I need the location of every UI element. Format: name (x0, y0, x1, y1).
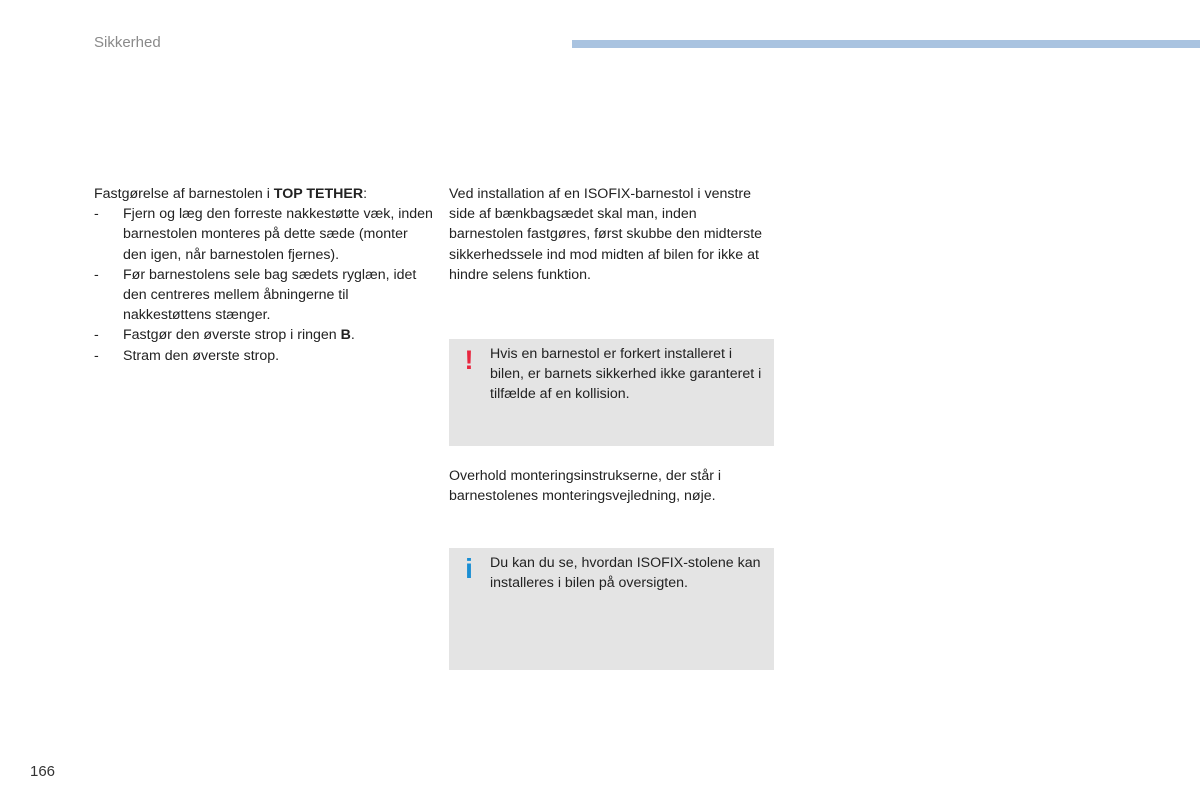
step-text: Før barnestolens sele bag sædets ryglæn, idet den centreres mellem åbningerne til nakkestøttens stænger. (123, 266, 417, 324)
list-item (94, 346, 434, 366)
isofix-paragraph: Ved installation af en ISOFIX-barnestol i venstre side af bænkbagsædet skal man, inden barnestolen fastgøres, først skubbe den midterste sikkerhedssele ind mod midten af bilen for ikke at hindre selens funktion. (449, 186, 763, 283)
info-box (449, 548, 774, 670)
step-text: Fjern og læg den forreste nakkestøtte væk, inden barnestolen monteres på dette sæde (monter den igen, når barnestolen fjernes). (123, 206, 433, 263)
step-text: Stram den øverste strop. (123, 347, 280, 364)
left-column (94, 184, 434, 366)
info-text: Du kan du se, hvordan ISOFIX-stolene kan installeres i bilen på oversigten. (490, 555, 761, 592)
section-header-title: Sikkerhed (94, 34, 161, 51)
warning-box (449, 339, 774, 446)
section-header-bar (572, 40, 1200, 48)
bullet-dash: - (94, 347, 99, 364)
warning-text: Hvis en barnestol er forkert installeret i bilen, er barnets sikkerhed ikke garanteret i tilfælde af en kollision. (490, 346, 762, 403)
list-item (94, 325, 434, 345)
list-item (94, 204, 434, 265)
step-text: Fastgør den øverste strop i ringen (123, 327, 341, 344)
right-column-intro (449, 184, 774, 285)
step-text-suffix: . (350, 327, 355, 344)
instructions-paragraph: Overhold monteringsinstrukserne, der står i barnestolenes monteringsvejledning, nøje. (449, 468, 722, 505)
intro-text: Fastgørelse af barnestolen i (94, 186, 274, 202)
info-icon: i (465, 553, 473, 584)
page-number: 166 (30, 763, 56, 780)
ring-label: B (340, 327, 351, 344)
intro-colon: : (363, 186, 368, 202)
top-tether-intro (94, 184, 434, 204)
intro-bold-term: TOP TETHER (273, 186, 364, 202)
bullet-dash: - (94, 206, 99, 223)
bullet-dash: - (94, 266, 99, 283)
bullet-dash: - (94, 327, 99, 344)
list-item (94, 265, 434, 326)
exclamation-icon: ! (464, 345, 474, 375)
step-list (94, 204, 434, 366)
